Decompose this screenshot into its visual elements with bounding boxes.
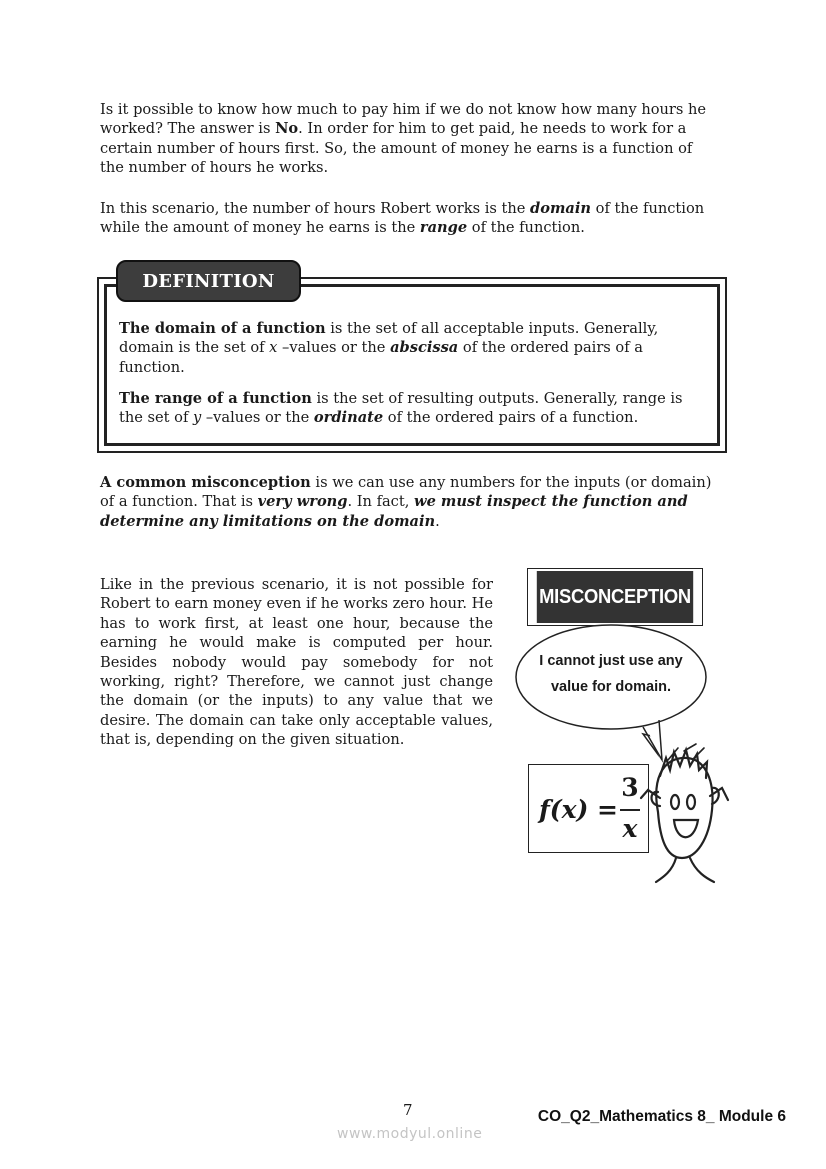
term-range: range <box>419 219 468 237</box>
paragraph-misconception: A common misconception is we can use any numbers for the inputs (or domain) of a function. That is very wrong. In fact, we must inspect the function and determine any limitations on the domain. <box>100 474 712 530</box>
formula-numerator: 3 <box>621 773 639 802</box>
definition-range: The range of a function is the set of resulting outputs. Generally, range is the set of y –values or the ordinate of the ordered pairs of a function. <box>119 390 683 427</box>
fraction-bar <box>620 809 640 811</box>
formula-lhs: f(x) = <box>539 795 618 824</box>
paragraph-example: Like in the previous scenario, it is not possible for Robert to earn money even if he works zero hour. He has to work first, at least one hour, because the earning he would make is computed per hour. Besides nobody would pay somebody for not working, right? Therefore, we cannot just change the domain (or the inputs) to any value that we desire. The domain can take only acceptable values, that is, depending on the given situation. <box>100 576 493 749</box>
page-number: 7 <box>403 1101 413 1119</box>
definition-domain: The domain of a function is the set of all acceptable inputs. Generally, domain is the set of x –values or the abscissa of the ordered pairs of a function. <box>119 320 659 376</box>
variable-y: y <box>193 409 202 427</box>
definition-label: DEFINITION <box>116 260 301 302</box>
paragraph-scenario: In this scenario, the number of hours Robert works is the domain of the function while the amount of money he earns is the range of the function. <box>100 200 705 237</box>
misconception-banner <box>527 568 703 626</box>
module-code: CO_Q2_Mathematics 8_ Module 6 <box>537 1108 786 1125</box>
paragraph-intro: Is it possible to know how much to pay him if we do not know how many hours he worked? The answer is No. In order for him to get paid, he needs to work for a certain number of hours first. So, the amount of money he earns is a function of the number of hours he works. <box>100 101 707 177</box>
variable-x: x <box>269 339 278 357</box>
stick-figure-icon <box>641 744 728 882</box>
answer-no: No <box>275 120 299 138</box>
misconception-label: MISCONCEPTION <box>537 571 693 623</box>
term-domain: domain <box>530 200 592 217</box>
watermark: www.modyul.online <box>337 1126 483 1142</box>
formula-box <box>528 764 649 853</box>
formula-denominator: x <box>622 814 638 843</box>
speech-bubble-text: I cannot just use any value for domain. <box>539 653 683 695</box>
